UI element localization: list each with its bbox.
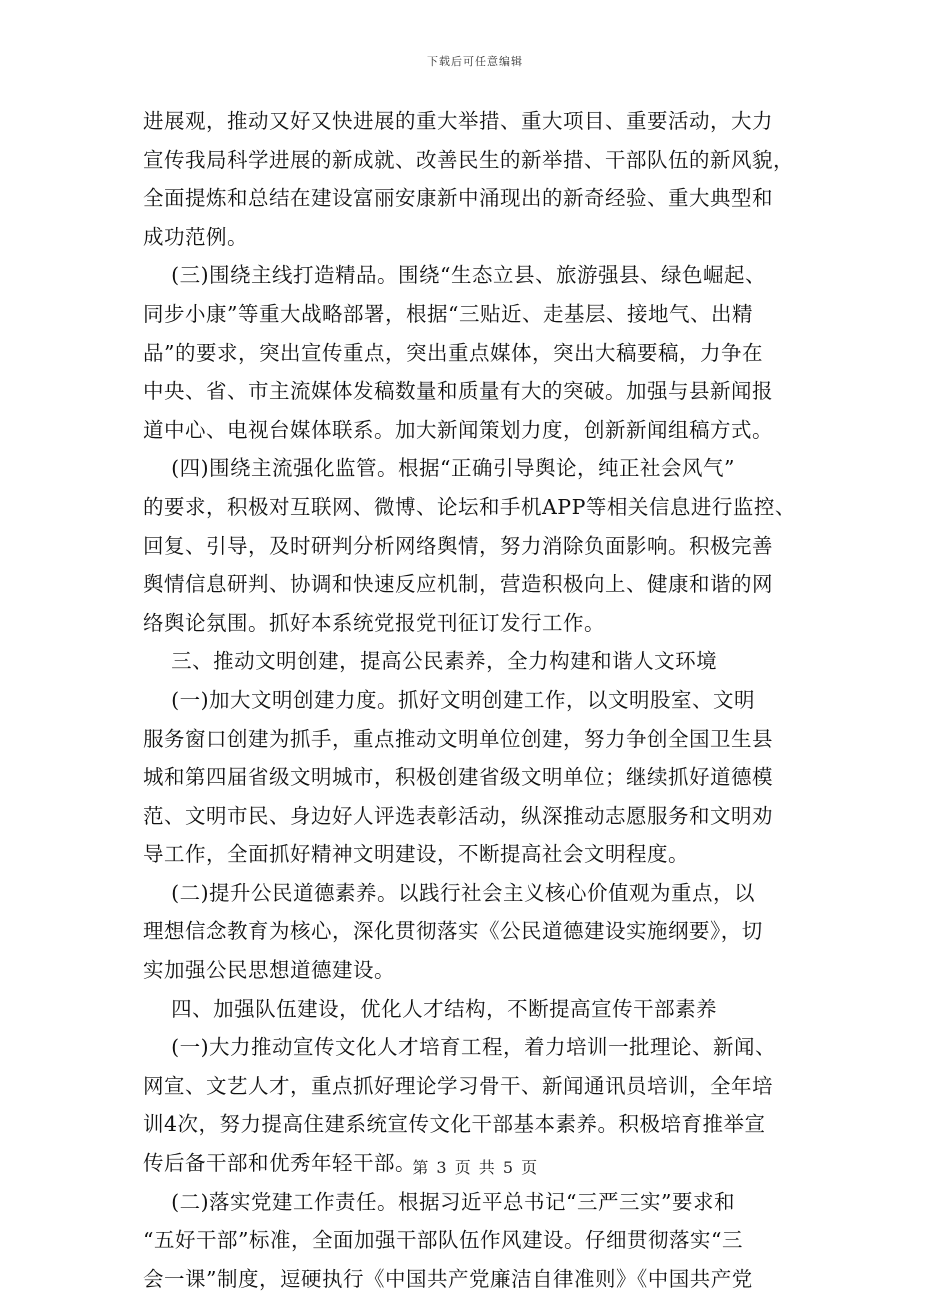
body-line: (三)围绕主线打造精品。围绕“生态立县、旅游强县、绿色崛起、 <box>143 263 767 288</box>
body-line: 训4次，努力提高住建系统宣传文化干部基本素养。积极培育推举宣 <box>143 1112 766 1137</box>
body-line: (四)围绕主流强化监管。根据“正确引导舆论，纯正社会风气” <box>143 456 736 481</box>
body-line: 进展观，推动又好又快进展的重大举措、重大项目、重要活动，大力 <box>143 109 773 133</box>
body-line: 理想信念教育为核心，深化贯彻落实《公民道德建设实施纲要》，切 <box>143 919 763 944</box>
body-line: 同步小康”等重大战略部署，根据“三贴近、走基层、接地气、出精 <box>143 301 753 326</box>
body-line: (一)加大文明创建力度。抓好文明创建工作，以文明股室、文明 <box>143 687 756 712</box>
body-line: (二)提升公民道德素养。以践行社会主义核心价值观为重点，以 <box>143 880 756 905</box>
body-line: 服务窗口创建为抓手，重点推动文明单位创建，努力争创全国卫生县 <box>143 726 773 751</box>
body-line: 传后备干部和优秀年轻干部。 <box>143 1151 416 1176</box>
body-line: 实加强公民思想道德建设。 <box>143 958 395 983</box>
body-line: 中央、省、市主流媒体发稿数量和质量有大的突破。加强与县新闻报 <box>143 379 773 404</box>
document-body <box>143 102 811 1298</box>
page-header-note: 下载后可任意编辑 <box>427 55 523 68</box>
body-line: 网宣、文艺人才，重点抓好理论学习骨干、新闻通讯员培训，全年培 <box>143 1073 773 1098</box>
body-line: 全面提炼和总结在建设富丽安康新中涌现出的新奇经验、重大典型和 <box>143 186 773 211</box>
body-line: (二)落实党建工作责任。根据习近平总书记“三严三实”要求和 <box>143 1189 736 1214</box>
body-line: 舆情信息研判、协调和快速反应机制，营造积极向上、健康和谐的网 <box>143 572 773 597</box>
body-line: 城和第四届省级文明城市，积极创建省级文明单位；继续抓好道德模 <box>143 765 773 790</box>
body-line: 回复、引导，及时研判分析网络舆情，努力消除负面影响。积极完善 <box>143 533 773 558</box>
body-line: 范、文明市民、身边好人评选表彰活动，纵深推动志愿服务和文明劝 <box>143 803 773 828</box>
page-number: 第 3 页 共 5 页 <box>412 1158 538 1177</box>
body-line: (一)大力推动宣传文化人才培育工程，着力培训一批理论、新闻、 <box>143 1035 777 1060</box>
body-line: “五好干部”标准，全面加强干部队伍作风建设。仔细贯彻落实“三 <box>143 1228 743 1253</box>
body-line: 宣传我局科学进展的新成就、改善民生的新举措、干部队伍的新风貌， <box>143 147 794 172</box>
body-line: 络舆论氛围。抓好本系统党报党刊征订发行工作。 <box>143 610 605 635</box>
body-line: 成功范例。 <box>143 224 248 249</box>
body-line: 会一课”制度，逗硬执行《中国共产党廉洁自律准则》《中国共产党 <box>143 1266 753 1291</box>
body-line: 品”的要求，突出宣传重点，突出重点媒体，突出大稿要稿，力争在 <box>143 340 763 365</box>
body-line: 的要求，积极对互联网、微博、论坛和手机APP等相关信息进行监控、 <box>143 494 796 519</box>
section-heading: 三、推动文明创建，提高公民素养，全力构建和谐人文环境 <box>143 649 718 674</box>
section-heading: 四、加强队伍建设，优化人才结构，不断提高宣传干部素养 <box>143 996 718 1021</box>
body-line: 道中心、电视台媒体联系。加大新闻策划力度，创新新闻组稿方式。 <box>143 417 773 442</box>
body-line: 导工作，全面抓好精神文明建设，不断提高社会文明程度。 <box>143 842 689 867</box>
